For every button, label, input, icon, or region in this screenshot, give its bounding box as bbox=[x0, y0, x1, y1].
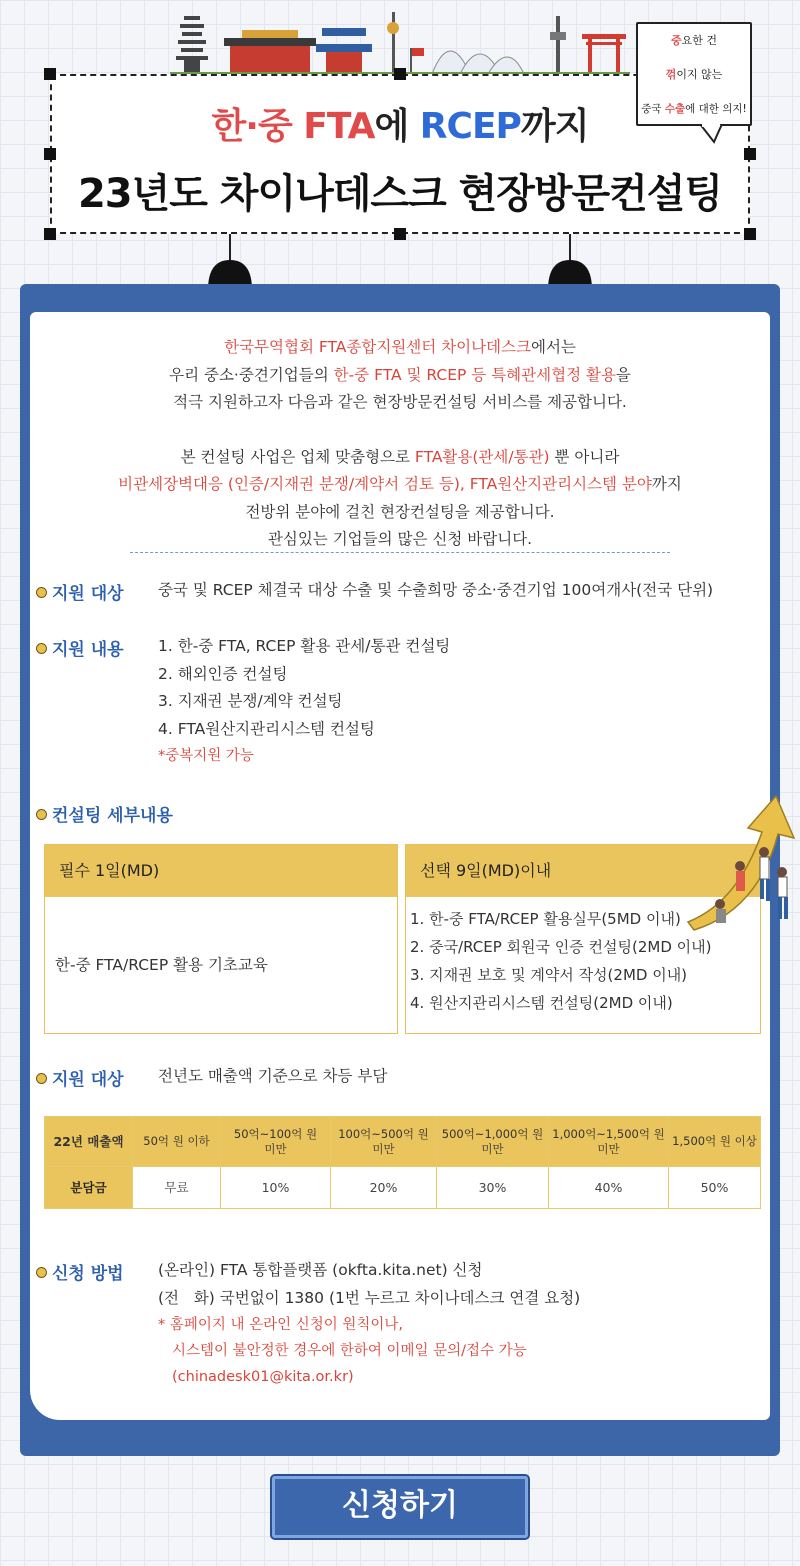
table-cell bbox=[669, 1117, 761, 1167]
section-label-text: 신청 방법 bbox=[52, 1264, 124, 1284]
hanger-left-icon bbox=[200, 234, 260, 290]
speech-line2: 이지 않는 bbox=[676, 68, 723, 81]
table-cell bbox=[437, 1117, 549, 1167]
list-item: 1. 한-중 FTA, RCEP 활용 관세/통관 컨설팅 bbox=[158, 637, 451, 655]
apply-button[interactable]: 신청하기 bbox=[272, 1476, 528, 1538]
section-label-apply bbox=[36, 1259, 124, 1284]
apply-note: 시스템이 불안정한 경우에 한하여 이메일 문의/접수 가능 bbox=[172, 1343, 527, 1359]
bullet-dot-icon bbox=[36, 643, 47, 654]
section-label-text: 지원 내용 bbox=[52, 640, 124, 660]
duplicate-support-note: *중복지원 가능 bbox=[158, 748, 254, 764]
cell-line: 미만 bbox=[597, 1141, 620, 1156]
page-title-line2: 23년도 차이나데스크 현장방문컨설팅 bbox=[77, 171, 723, 217]
title-part-connector: 에 bbox=[374, 106, 420, 147]
intro-text-segment: 본 컨설팅 사업은 업체 맞춤형으로 bbox=[180, 447, 415, 466]
content-list bbox=[158, 633, 450, 771]
section-label-text: 지원 대상 bbox=[52, 584, 124, 604]
table-cell: 20% bbox=[331, 1167, 437, 1209]
climbing-arrow-illustration bbox=[678, 792, 800, 932]
fee-table bbox=[44, 1116, 761, 1209]
table-cell bbox=[549, 1117, 669, 1167]
required-box-body: 한-중 FTA/RCEP 활용 기초교육 bbox=[55, 956, 268, 974]
intro-text bbox=[30, 334, 770, 554]
intro-text-segment: 에서는 bbox=[530, 338, 576, 356]
section-label-target bbox=[36, 579, 124, 604]
cell-line: 500억~1,000억 원 bbox=[441, 1126, 544, 1141]
divider bbox=[130, 552, 670, 553]
intro-paragraph-2 bbox=[30, 444, 770, 554]
speech-red-char: 꺾 bbox=[665, 68, 677, 81]
frame-handle bbox=[44, 148, 56, 160]
fee-text: 전년도 매출액 기준으로 차등 부담 bbox=[158, 1067, 388, 1085]
table-cell: 50% bbox=[669, 1167, 761, 1209]
title-part-korea-china-fta: 한·중 FTA bbox=[211, 106, 375, 147]
cell-line: 1,500억 원 이상 bbox=[672, 1134, 757, 1148]
cell-line: 미만 bbox=[372, 1141, 395, 1156]
frame-handle bbox=[44, 68, 56, 80]
frame-handle bbox=[744, 148, 756, 160]
frame-handle bbox=[744, 228, 756, 240]
frame-handle bbox=[394, 228, 406, 240]
section-label-details bbox=[36, 801, 173, 826]
cell-line: 100억~500억 원 bbox=[338, 1126, 429, 1141]
section-label-fee bbox=[36, 1065, 124, 1090]
table-row-header: 분담금 bbox=[45, 1167, 133, 1209]
table-cell bbox=[331, 1117, 437, 1167]
speech-bubble bbox=[636, 22, 752, 126]
bullet-dot-icon bbox=[36, 1073, 47, 1084]
list-item: 2. 해외인증 컨설팅 bbox=[158, 664, 288, 683]
required-box bbox=[44, 844, 398, 1034]
table-row bbox=[45, 1167, 761, 1209]
title-part-rcep: RCEP bbox=[419, 106, 521, 147]
section-label-content bbox=[36, 635, 124, 660]
list-item: 4. 원산지관리시스템 컨설팅(2MD 이내) bbox=[410, 994, 673, 1012]
intro-paragraph-1 bbox=[30, 334, 770, 417]
target-text: 중국 및 RCEP 체결국 대상 수출 및 수출희망 중소·중견기업 100여개사(전국 단위) bbox=[158, 581, 714, 599]
section-label-text: 컨설팅 세부내용 bbox=[52, 806, 173, 826]
speech-line3-b: 에 대한 의지! bbox=[685, 103, 747, 115]
frame-handle bbox=[44, 228, 56, 240]
table-cell bbox=[133, 1117, 221, 1167]
intro-text-segment: 전방위 분야에 걸친 현장컨설팅을 제공합니다. bbox=[245, 502, 555, 521]
optional-box-header: 선택 9일(MD)이내 bbox=[406, 845, 760, 897]
intro-text-segment: 우리 중소·중견기업들의 bbox=[169, 365, 334, 384]
table-cell: 무료 bbox=[133, 1167, 221, 1209]
speech-red-char: 중 bbox=[670, 34, 682, 47]
speech-line3-a: 중국 bbox=[641, 103, 665, 115]
hanger-right-icon bbox=[540, 234, 600, 290]
highlight-text: 비관세장벽대응 (인증/지재권 분쟁/계약서 검토 등), FTA원산지관리시스템 분야 bbox=[118, 475, 652, 493]
list-item: 1. 한-중 FTA/RCEP 활용실무(5MD 이내) bbox=[410, 910, 681, 928]
intro-text-segment: 관심있는 기업들의 많은 신청 바랍니다. bbox=[267, 530, 533, 548]
highlight-text: 한-중 FTA 및 RCEP 등 특혜관세협정 활용 bbox=[333, 365, 616, 384]
table-cell: 30% bbox=[437, 1167, 549, 1209]
table-row bbox=[45, 1117, 761, 1167]
list-item: 2. 중국/RCEP 회원국 인증 컨설팅(2MD 이내) bbox=[410, 938, 712, 956]
cell-line: 미만 bbox=[264, 1141, 287, 1156]
cell-line: 1,000억~1,500억 원 bbox=[552, 1126, 665, 1141]
title-part-suffix: 까지 bbox=[520, 106, 589, 147]
cell-line: 50억 원 이하 bbox=[143, 1134, 210, 1148]
highlight-text: FTA활용(관세/통관) bbox=[414, 447, 550, 466]
intro-text-segment: 을 bbox=[615, 365, 631, 384]
table-cell: 10% bbox=[221, 1167, 331, 1209]
landmarks-illustration bbox=[170, 8, 630, 76]
apply-online: (온라인) FTA 통합플랫폼 (okfta.kita.net) 신청 bbox=[158, 1261, 483, 1279]
table-cell: 40% bbox=[549, 1167, 669, 1209]
intro-text-segment: 뿐 아니라 bbox=[549, 447, 620, 466]
list-item: 3. 지재권 분쟁/계약 컨설팅 bbox=[158, 692, 343, 710]
list-item: 3. 지재권 보호 및 계약서 작성(2MD 이내) bbox=[410, 966, 688, 984]
bullet-dot-icon bbox=[36, 809, 47, 820]
speech-red-word: 수출 bbox=[664, 103, 686, 115]
apply-phone: (전 화) 국번없이 1380 (1번 누르고 차이나데스크 연결 요청) bbox=[158, 1288, 581, 1307]
speech-line1: 요한 건 bbox=[681, 34, 717, 47]
table-cell bbox=[221, 1117, 331, 1167]
apply-note: * 홈페이지 내 온라인 신청이 원칙이나, bbox=[158, 1317, 404, 1333]
intro-text-segment: 적극 지원하고자 다음과 같은 현장방문컨설팅 서비스를 제공합니다. bbox=[173, 393, 627, 411]
intro-text-segment: 까지 bbox=[651, 475, 682, 493]
section-label-text: 지원 대상 bbox=[52, 1070, 124, 1090]
frame-handle bbox=[394, 68, 406, 80]
cell-line: 50억~100억 원 bbox=[233, 1126, 318, 1141]
speech-bubble-tail bbox=[700, 124, 726, 144]
apply-details bbox=[158, 1257, 580, 1390]
bullet-dot-icon bbox=[36, 587, 47, 598]
required-box-header: 필수 1일(MD) bbox=[45, 845, 397, 897]
bullet-dot-icon bbox=[36, 1267, 47, 1278]
highlight-text: 한국무역협회 FTA종합지원센터 차이나데스크 bbox=[224, 338, 531, 356]
list-item: 4. FTA원산지관리시스템 컨설팅 bbox=[158, 719, 375, 738]
apply-email: (chinadesk01@kita.or.kr) bbox=[172, 1369, 354, 1385]
cell-line: 미만 bbox=[481, 1141, 504, 1156]
table-row-header: 22년 매출액 bbox=[45, 1117, 133, 1167]
